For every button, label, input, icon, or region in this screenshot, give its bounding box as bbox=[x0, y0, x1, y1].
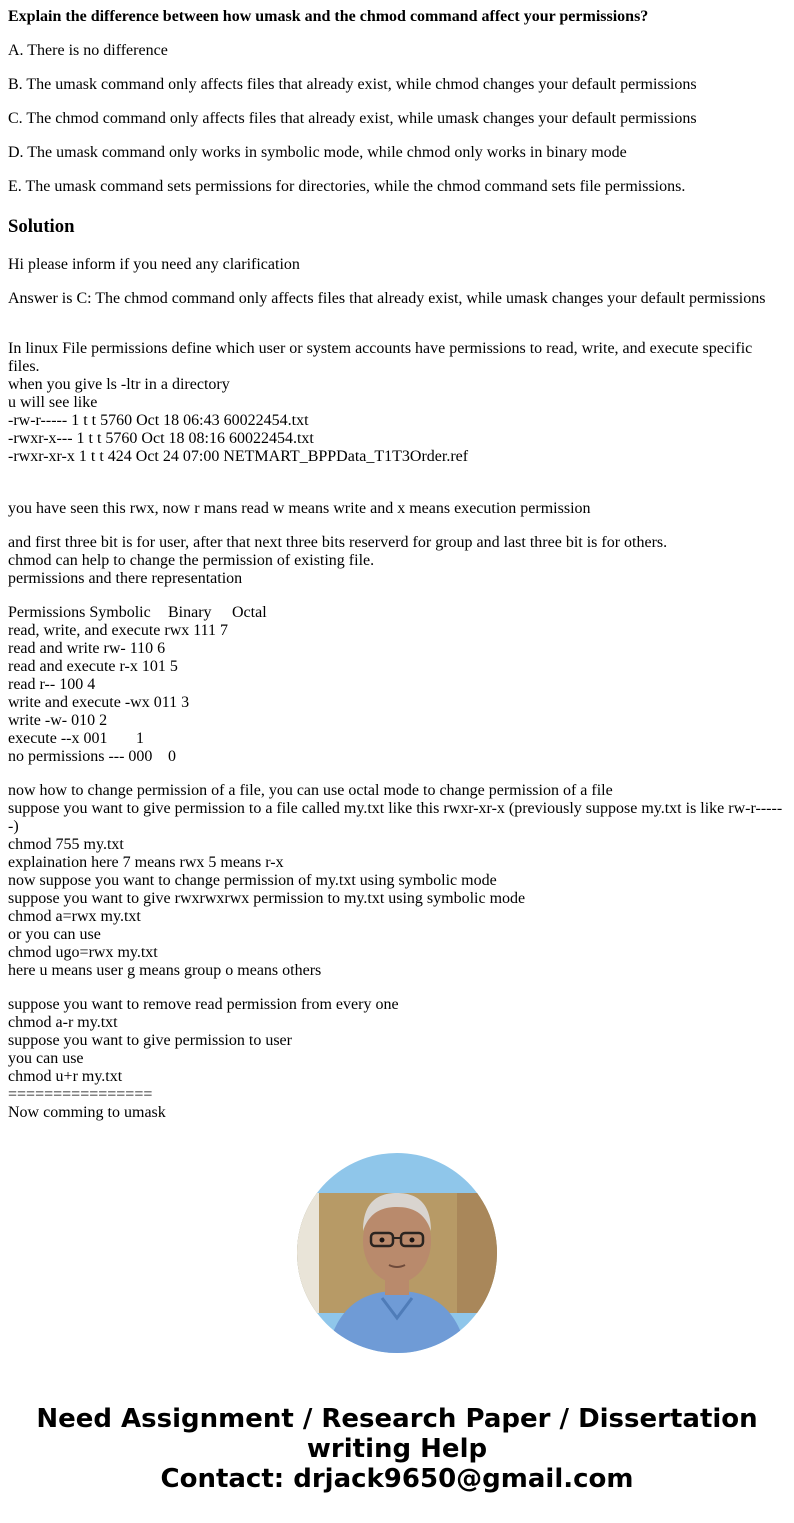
promo-line: Need Assignment / Research Paper / Dissertation bbox=[36, 1404, 758, 1434]
chmod-examples-block bbox=[8, 782, 786, 980]
avatar-eye-right bbox=[410, 1238, 415, 1243]
listing-line: -rwxr-xr-x 1 t t 424 Oct 24 07:00 NETMART_BPPData_T1T3Order.ref bbox=[8, 448, 469, 465]
listing-line: -rw-r----- 1 t t 5760 Oct 18 06:43 60022454.txt bbox=[8, 412, 309, 429]
table-row: execute --x 001 1 bbox=[8, 730, 144, 747]
table-row: read, write, and execute rwx 111 7 bbox=[8, 622, 229, 639]
intro-text: Hi please inform if you need any clarification bbox=[8, 256, 300, 273]
spacer bbox=[8, 980, 786, 996]
promo-contact: Contact: drjack9650@gmail.com bbox=[160, 1464, 634, 1494]
permissions-table bbox=[8, 604, 786, 766]
block-line: permissions and there representation bbox=[8, 570, 243, 587]
spacer bbox=[8, 466, 786, 500]
block-line: now how to change permission of a file, you can use octal mode to change permission of a file bbox=[8, 782, 613, 799]
table-header: Permissions Symbolic Binary Octal bbox=[8, 604, 267, 621]
block-line: you can use bbox=[8, 1050, 84, 1067]
block-line: explaination here 7 means rwx 5 means r-x bbox=[8, 854, 284, 871]
table-row: read and execute r-x 101 5 bbox=[8, 658, 178, 675]
table-row: read r-- 100 4 bbox=[8, 676, 96, 693]
block-line: suppose you want to remove read permission from every one bbox=[8, 996, 399, 1013]
solution-heading: Solution bbox=[8, 216, 75, 237]
block-line: Now comming to umask bbox=[8, 1104, 166, 1121]
author-avatar bbox=[297, 1153, 497, 1353]
block-line: suppose you want to give permission to a file called my.txt like this rwxr-xr-x (previously suppose my.txt is like rw-r------) bbox=[8, 800, 783, 835]
option-c: C. The chmod command only affects files that already exist, while umask changes your default permissions bbox=[8, 110, 697, 127]
command-line: chmod 755 my.txt bbox=[8, 836, 124, 853]
separator-line: ================ bbox=[8, 1086, 153, 1103]
chmod-symbolic-block bbox=[8, 996, 786, 1122]
promo-line: writing Help bbox=[306, 1434, 488, 1464]
spacer bbox=[8, 588, 786, 604]
avatar-door bbox=[297, 1193, 319, 1313]
answer-text: Answer is C: The chmod command only affects files that already exist, while umask changes your default permissions bbox=[8, 290, 766, 307]
table-row: no permissions --- 000 0 bbox=[8, 748, 176, 765]
listing-line: -rwxr-x--- 1 t t 5760 Oct 18 08:16 60022454.txt bbox=[8, 430, 314, 447]
table-row: write and execute -wx 011 3 bbox=[8, 694, 190, 711]
avatar-panel bbox=[457, 1193, 497, 1313]
option-a: A. There is no difference bbox=[8, 42, 168, 59]
command-line: chmod u+r my.txt bbox=[8, 1068, 123, 1085]
block-line: u will see like bbox=[8, 394, 98, 411]
command-line: chmod a=rwx my.txt bbox=[8, 908, 141, 925]
avatar-eye-left bbox=[380, 1238, 385, 1243]
bits-block bbox=[8, 534, 786, 588]
block-line: here u means user g means group o means others bbox=[8, 962, 322, 979]
command-line: chmod ugo=rwx my.txt bbox=[8, 944, 158, 961]
spacer bbox=[8, 766, 786, 782]
block-line: suppose you want to give rwxrwxrwx permission to my.txt using symbolic mode bbox=[8, 890, 526, 907]
block-line: when you give ls -ltr in a directory bbox=[8, 376, 230, 393]
question-text: Explain the difference between how umask and the chmod command affect your permissions? bbox=[8, 8, 649, 25]
block-line: and first three bit is for user, after that next three bits reserverd for group and last three bit is for others. bbox=[8, 534, 668, 551]
spacer bbox=[8, 324, 786, 340]
table-row: read and write rw- 110 6 bbox=[8, 640, 166, 657]
block-line: or you can use bbox=[8, 926, 101, 943]
option-e: E. The umask command sets permissions for directories, while the chmod command sets file permissions. bbox=[8, 178, 686, 195]
command-line: chmod a-r my.txt bbox=[8, 1014, 118, 1031]
block-line: chmod can help to change the permission of existing file. bbox=[8, 552, 375, 569]
avatar-portrait-icon bbox=[297, 1153, 497, 1353]
table-row: write -w- 010 2 bbox=[8, 712, 108, 729]
option-d: D. The umask command only works in symbolic mode, while chmod only works in binary mode bbox=[8, 144, 627, 161]
option-b: B. The umask command only affects files that already exist, while chmod changes your default permissions bbox=[8, 76, 697, 93]
block-line: now suppose you want to change permission of my.txt using symbolic mode bbox=[8, 872, 497, 889]
permissions-intro-block bbox=[8, 340, 786, 466]
document bbox=[8, 8, 786, 1122]
promo-banner bbox=[0, 1404, 794, 1494]
block-line: suppose you want to give permission to user bbox=[8, 1032, 292, 1049]
block-line: In linux File permissions define which user or system accounts have permissions to read, write, and execute specific files. bbox=[8, 340, 753, 375]
rwx-explain-text: you have seen this rwx, now r mans read w means write and x means execution permission bbox=[8, 500, 591, 517]
